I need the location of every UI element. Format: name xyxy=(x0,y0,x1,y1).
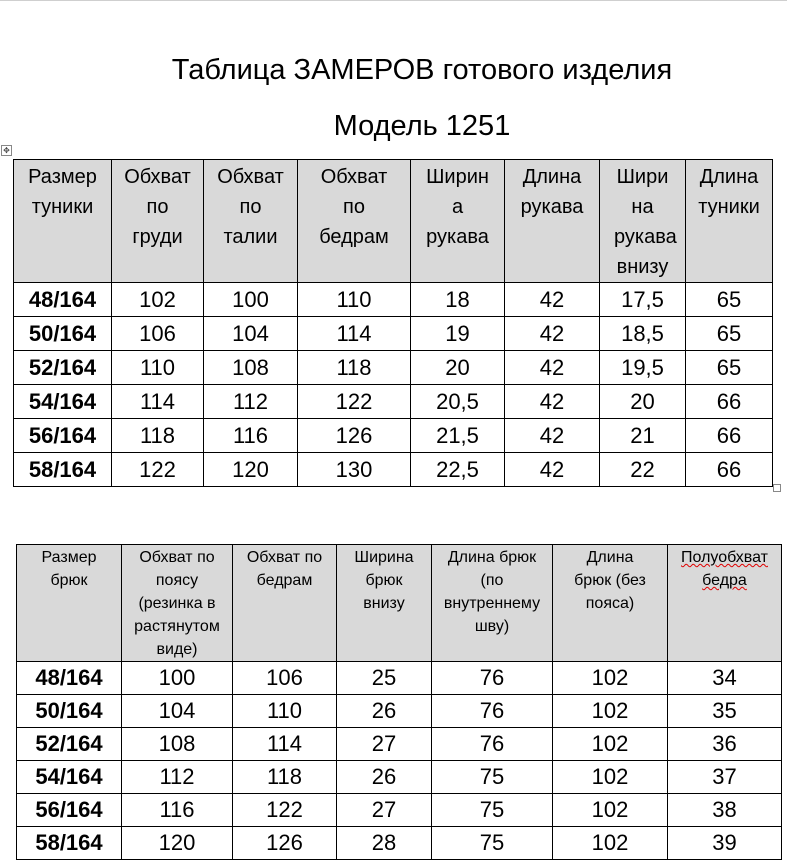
value-cell: 114 xyxy=(298,317,411,351)
value-cell: 102 xyxy=(112,283,204,317)
value-cell: 22 xyxy=(600,453,686,487)
value-cell: 22,5 xyxy=(411,453,505,487)
value-cell: 112 xyxy=(122,761,233,794)
value-cell: 116 xyxy=(204,419,298,453)
tunic-table-row xyxy=(14,385,773,419)
value-cell: 75 xyxy=(432,761,553,794)
value-cell: 38 xyxy=(668,794,782,827)
value-cell: 114 xyxy=(112,385,204,419)
value-cell: 110 xyxy=(298,283,411,317)
value-cell: 110 xyxy=(112,351,204,385)
value-cell: 20 xyxy=(411,351,505,385)
value-cell: 102 xyxy=(553,662,668,695)
pants-measurements-table xyxy=(16,544,782,860)
value-cell: 27 xyxy=(337,728,432,761)
value-cell: 120 xyxy=(204,453,298,487)
value-cell: 42 xyxy=(505,283,600,317)
value-cell: 102 xyxy=(553,761,668,794)
value-cell: 75 xyxy=(432,827,553,860)
value-cell: 114 xyxy=(233,728,337,761)
header-tunic-size: Размер туники xyxy=(14,160,112,283)
size-cell: 54/164 xyxy=(14,385,112,419)
value-cell: 19,5 xyxy=(600,351,686,385)
header-hips: Обхват по бедрам xyxy=(298,160,411,283)
value-cell: 26 xyxy=(337,695,432,728)
value-cell: 102 xyxy=(553,827,668,860)
value-cell: 120 xyxy=(122,827,233,860)
pants-header-row xyxy=(17,545,782,662)
size-cell: 48/164 xyxy=(14,283,112,317)
value-cell: 100 xyxy=(204,283,298,317)
value-cell: 39 xyxy=(668,827,782,860)
value-cell: 108 xyxy=(204,351,298,385)
header-pants-hips: Обхват по бедрам xyxy=(233,545,337,662)
value-cell: 26 xyxy=(337,761,432,794)
header-tunic-length: Длина туники xyxy=(686,160,773,283)
value-cell: 108 xyxy=(122,728,233,761)
header-pants-length: Длина брюк (без пояса) xyxy=(553,545,668,662)
size-cell: 48/164 xyxy=(17,662,122,695)
value-cell: 35 xyxy=(668,695,782,728)
value-cell: 21 xyxy=(600,419,686,453)
value-cell: 76 xyxy=(432,662,553,695)
size-cell: 58/164 xyxy=(14,453,112,487)
value-cell: 130 xyxy=(298,453,411,487)
value-cell: 66 xyxy=(686,419,773,453)
size-cell: 56/164 xyxy=(17,794,122,827)
document-title: Таблица ЗАМЕРОВ готового изделия xyxy=(171,54,673,86)
value-cell: 122 xyxy=(233,794,337,827)
value-cell: 122 xyxy=(112,453,204,487)
value-cell: 106 xyxy=(233,662,337,695)
value-cell: 42 xyxy=(505,385,600,419)
value-cell: 20,5 xyxy=(411,385,505,419)
value-cell: 102 xyxy=(553,695,668,728)
value-cell: 65 xyxy=(686,283,773,317)
value-cell: 110 xyxy=(233,695,337,728)
value-cell: 36 xyxy=(668,728,782,761)
value-cell: 42 xyxy=(505,317,600,351)
value-cell: 66 xyxy=(686,453,773,487)
value-cell: 126 xyxy=(233,827,337,860)
header-sleeve-width: Ширин а рукава xyxy=(411,160,505,283)
header-half-hip xyxy=(668,545,782,662)
model-subtitle: Модель 1251 xyxy=(333,110,511,142)
value-cell: 42 xyxy=(505,351,600,385)
size-cell: 54/164 xyxy=(17,761,122,794)
value-cell: 66 xyxy=(686,385,773,419)
page-top-border xyxy=(0,0,787,1)
pants-table-row xyxy=(17,662,782,695)
header-sleeve-length: Длина рукава xyxy=(505,160,600,283)
value-cell: 42 xyxy=(505,453,600,487)
tunic-table-row xyxy=(14,317,773,351)
value-cell: 17,5 xyxy=(600,283,686,317)
size-cell: 52/164 xyxy=(17,728,122,761)
value-cell: 18,5 xyxy=(600,317,686,351)
value-cell: 118 xyxy=(233,761,337,794)
value-cell: 28 xyxy=(337,827,432,860)
pants-table-row xyxy=(17,728,782,761)
pants-table-row xyxy=(17,794,782,827)
value-cell: 75 xyxy=(432,794,553,827)
header-waist-elastic: Обхват по поясу (резинка в растянутом виде) xyxy=(122,545,233,662)
table-resize-handle[interactable] xyxy=(773,484,781,492)
value-cell: 65 xyxy=(686,351,773,385)
size-cell: 58/164 xyxy=(17,827,122,860)
size-cell: 56/164 xyxy=(14,419,112,453)
value-cell: 102 xyxy=(553,794,668,827)
size-cell: 52/164 xyxy=(14,351,112,385)
value-cell: 102 xyxy=(553,728,668,761)
pants-table-row xyxy=(17,827,782,860)
value-cell: 100 xyxy=(122,662,233,695)
half-hip-label: Полуобхват бедра xyxy=(681,549,768,589)
value-cell: 65 xyxy=(686,317,773,351)
tunic-table-row xyxy=(14,453,773,487)
header-sleeve-bottom-width: Шири на рукава внизу xyxy=(600,160,686,283)
header-inseam-length: Длина брюк (по внутреннему шву) xyxy=(432,545,553,662)
value-cell: 106 xyxy=(112,317,204,351)
table-move-handle-icon[interactable]: ✥ xyxy=(1,145,12,156)
value-cell: 76 xyxy=(432,695,553,728)
value-cell: 104 xyxy=(122,695,233,728)
tunic-table-row xyxy=(14,283,773,317)
size-cell: 50/164 xyxy=(14,317,112,351)
value-cell: 25 xyxy=(337,662,432,695)
pants-table-row xyxy=(17,761,782,794)
tunic-header-row xyxy=(14,160,773,283)
value-cell: 27 xyxy=(337,794,432,827)
value-cell: 118 xyxy=(298,351,411,385)
header-chest: Обхват по груди xyxy=(112,160,204,283)
value-cell: 37 xyxy=(668,761,782,794)
header-waist: Обхват по талии xyxy=(204,160,298,283)
value-cell: 18 xyxy=(411,283,505,317)
tunic-measurements-table xyxy=(13,159,773,487)
size-cell: 50/164 xyxy=(17,695,122,728)
value-cell: 20 xyxy=(600,385,686,419)
header-pants-size: Размер брюк xyxy=(17,545,122,662)
value-cell: 76 xyxy=(432,728,553,761)
value-cell: 116 xyxy=(122,794,233,827)
tunic-table-row xyxy=(14,351,773,385)
value-cell: 42 xyxy=(505,419,600,453)
value-cell: 122 xyxy=(298,385,411,419)
value-cell: 104 xyxy=(204,317,298,351)
pants-table-row xyxy=(17,695,782,728)
tunic-table-row xyxy=(14,419,773,453)
value-cell: 118 xyxy=(112,419,204,453)
value-cell: 126 xyxy=(298,419,411,453)
value-cell: 19 xyxy=(411,317,505,351)
value-cell: 112 xyxy=(204,385,298,419)
value-cell: 21,5 xyxy=(411,419,505,453)
value-cell: 34 xyxy=(668,662,782,695)
header-pants-bottom-width: Ширина брюк внизу xyxy=(337,545,432,662)
